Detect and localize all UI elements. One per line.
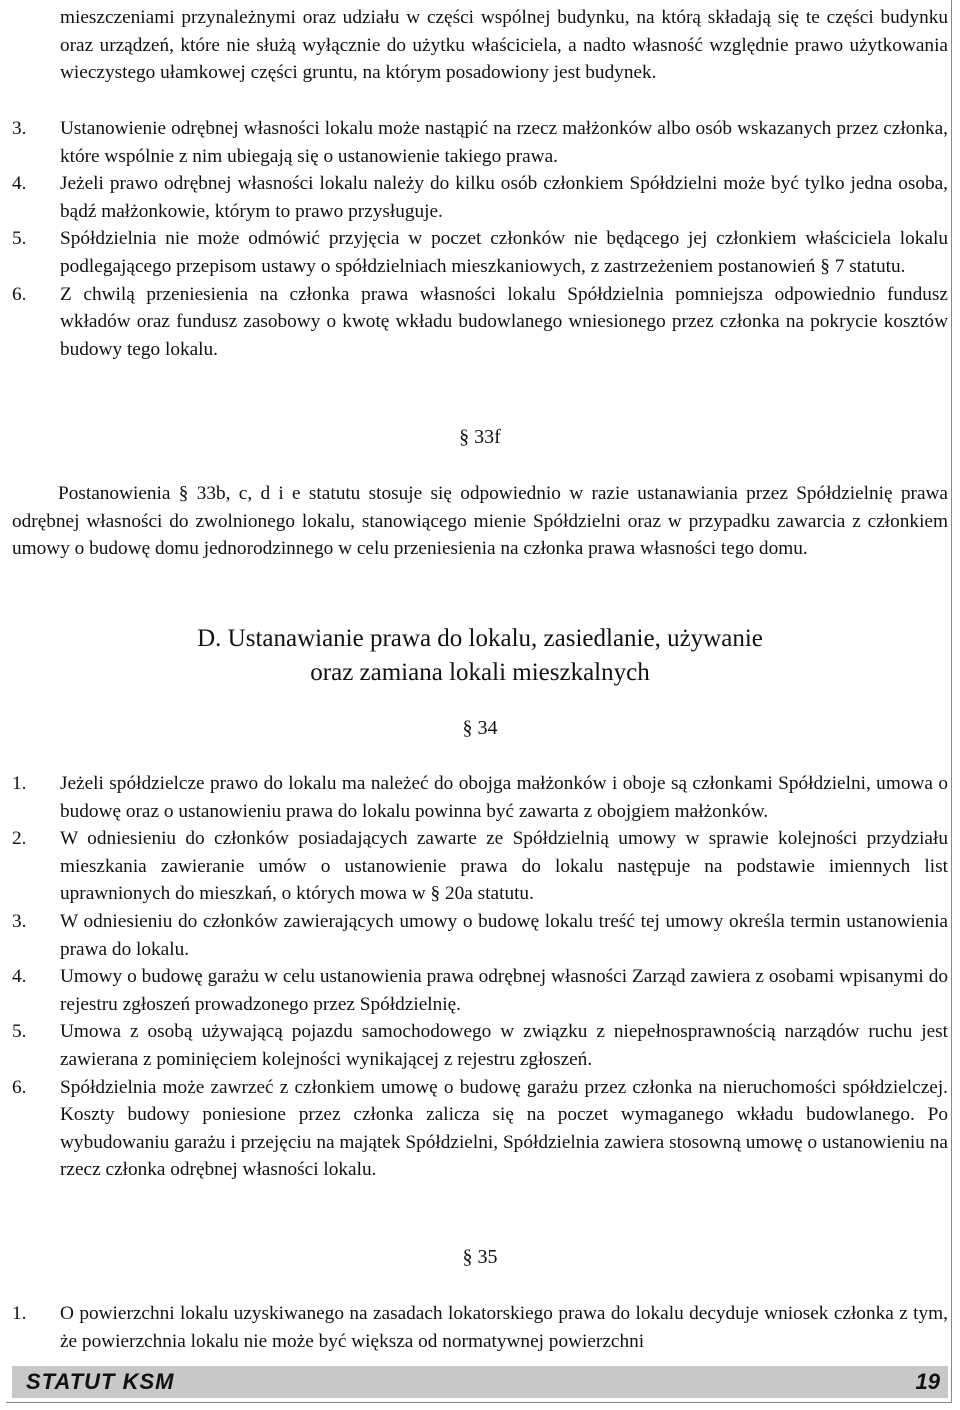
list-item [12,770,948,825]
section-33f-text: Postanowienia § 33b, c, d i e statutu stosuje się odpowiednio w razie ustanawiania przez Spółdzielnię prawa odrębnej własności do zwolnionego lokalu, stanowiącego mienie Spółdzielni oraz w przypadku zawarcia z członkiem umowy o budowę domu jednorodzinnego w celu przeniesienia na członka prawa własności tego domu. [12,483,948,560]
item-number: 5. [12,1021,27,1043]
list-item [12,825,948,908]
list-item [12,908,948,963]
item-text: Umowa z osobą używającą pojazdu samochodowego w związku z niepełnosprawnością narządów ruchu jest zawierana z pominięciem kolejności wynikającej z rejestru zgłoszeń. [60,1021,948,1070]
item-number: 5. [12,228,27,250]
section-33e-list [12,115,948,363]
chapter-title-line-1: D. Ustanawianie prawa do lokalu, zasiedlanie, używanie [197,625,763,652]
section-33f-heading: § 33f [459,426,501,448]
section-33f-paragraph [12,480,948,563]
section-34-list [12,770,948,1184]
item-text: Spółdzielnia może zawrzeć z członkiem umowę o budowę garażu przez członka na nieruchomości spółdzielczej. Koszty budowy poniesione przez członka zalicza się na poczet wymaganego wkładu budowlanego. Po wybudowaniu garażu i przejęciu na majątek Spółdzielni, Spółdzielnia zawiera stosowną umowę o ustanowieniu na rzecz członka odrębnej własności lokalu. [60,1076,948,1181]
item-text: Umowy o budowę garażu w celu ustanowienia prawa odrębnej własności Zarząd zawiera z osobami wpisanymi do rejestru zgłoszeń prowadzonego przez Spółdzielnię. [60,966,948,1015]
item-number: 1. [12,1303,27,1324]
list-item [12,170,948,225]
item-number: 3. [12,118,27,139]
item-number: 1. [12,773,27,794]
page-number: 19 [915,1369,940,1394]
list-item [12,1300,948,1355]
item-number: 2. [12,828,27,850]
item-text: Ustanowienie odrębnej własności lokalu może nastąpić na rzecz małżonków albo osób wskazanych przez członka, które wspólnie z nim ubiegają się o ustanowienie takiego prawa. [60,118,948,167]
list-item [12,1018,948,1073]
item-text: Z chwilą przeniesienia na członka prawa własności lokalu Spółdzielnia pomniejsza odpowiednio fundusz wkładów oraz fundusz zasobowy o kwotę wkładu budowlanego wniesionego przez członka na pokrycie kosztów budowy tego lokalu. [60,283,948,360]
list-item [12,115,948,170]
item-text: Jeżeli spółdzielcze prawo do lokalu ma należeć do obojga małżonków i oboje są członkami Spółdzielni, umowa o budowę oraz o ustanowieniu prawa do lokalu powinna być zawarta z obojgiem małżonków. [60,773,948,822]
section-35-heading: § 35 [462,1246,498,1268]
item-number: 6. [12,283,27,305]
list-item [12,1074,948,1184]
page-footer [12,1366,948,1398]
item-text: Spółdzielnia nie może odmówić przyjęcia w poczet członków nie będącego jej członkiem właściciela lokalu podlegającego przepisom ustawy o spółdzielniach mieszkaniowych, z zastrzeżeniem postanowień § 7 statutu. [60,228,948,277]
item-number: 4. [12,173,27,195]
item-text: Jeżeli prawo odrębnej własności lokalu należy do kilku osób członkiem Spółdzielni może być tylko jedna osoba, bądź małżonkowie, którym to prawo przysługuje. [60,173,948,222]
chapter-title-line-2: oraz zamiana lokali mieszkalnych [310,659,650,686]
list-item [12,963,948,1018]
item-text: O powierzchni lokalu uzyskiwanego na zasadach lokatorskiego prawa do lokalu decyduje wniosek członka z tym, że powierzchnia lokalu nie może być większa od normatywnej powierzchni [60,1303,948,1352]
item-text: W odniesieniu do członków zawierających umowy o budowę lokalu treść tej umowy określa termin ustanowienia prawa do lokalu. [60,910,948,960]
item-number: 4. [12,966,27,988]
section-35-list [12,1300,948,1355]
item-number: 6. [12,1076,27,1098]
item-number: 3. [12,910,27,932]
section-34-heading: § 34 [462,717,498,739]
item-text: W odniesieniu do członków posiadających zawarte ze Spółdzielnią umowy w sprawie kolejności przydziału mieszkania zawieranie umów o ustanowienie prawa do lokalu następuje na podstawie imiennych list uprawnionych do mieszkań, o których mowa w § 20a statutu. [60,828,948,905]
list-item [12,225,948,280]
intro-text: mieszczeniami przynależnymi oraz udziału w części wspólnej budynku, na którą składają się te części budynku oraz urządzeń, które nie służą wyłącznie do użytku właściciela, a nadto własność względnie prawo użytkowania wieczystego ułamkowej części gruntu, na którym posadowiony jest budynek. [60,7,948,84]
intro-paragraph [12,4,948,87]
list-item [12,281,948,364]
footer-title: STATUT KSM [26,1369,175,1394]
